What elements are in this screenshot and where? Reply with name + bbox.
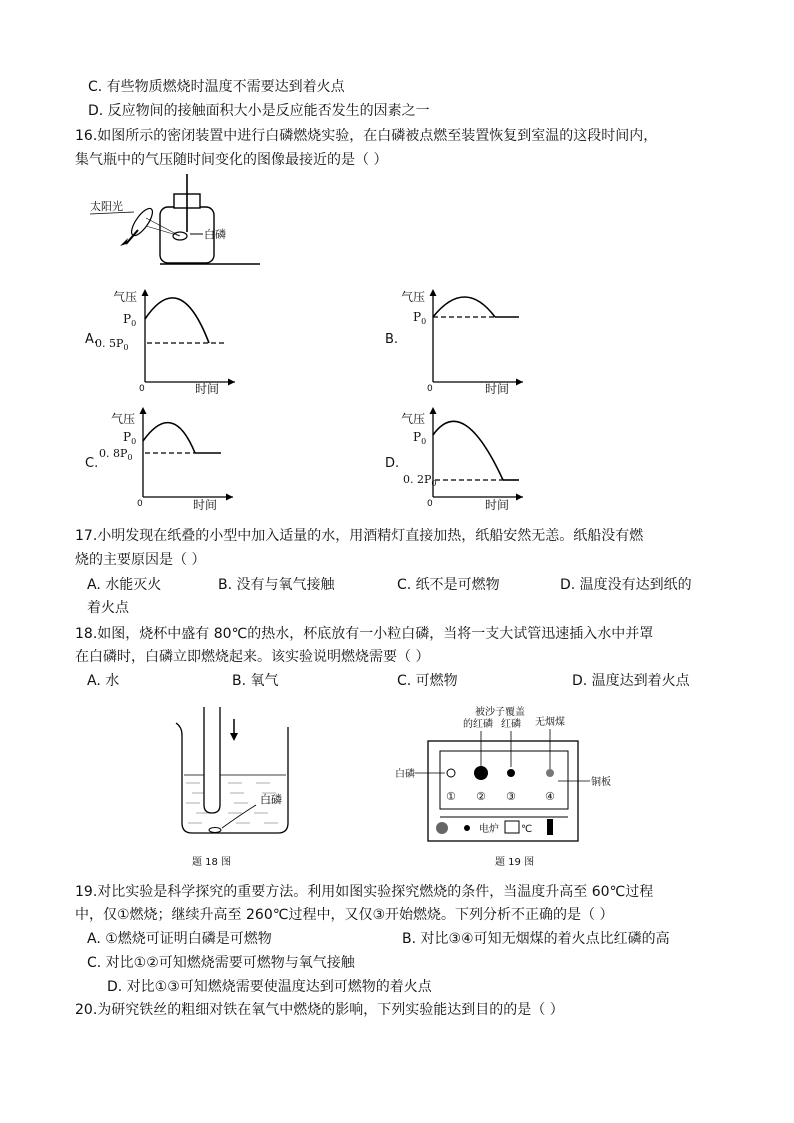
- option-label-d: D.: [385, 456, 400, 471]
- q19-option-c: C. 对比①②可知燃烧需要可燃物与氧气接触: [87, 955, 355, 971]
- q17-stem-line2: 烧的主要原因是（ ）: [75, 552, 206, 568]
- q19-option-b: B. 对比③④可知无烟煤的着火点比红磷的高: [402, 931, 670, 947]
- fig19-copper-label: 铜板: [591, 777, 611, 788]
- svg-text:气压: 气压: [401, 290, 426, 304]
- option-label-c: C.: [85, 456, 99, 471]
- svg-text:0. 8P0: 0. $8P_0$: [99, 447, 133, 462]
- svg-text:0: 0: [427, 384, 433, 394]
- q18-option-a: A. 水: [87, 673, 120, 689]
- svg-text:0. 5P0: 0. $5P_0$: [95, 337, 129, 352]
- q17-option-a: A. 水能灭火: [87, 577, 162, 593]
- figure-18-beaker: [170, 705, 310, 875]
- svg-text:气压: 气压: [401, 412, 426, 426]
- svg-text:时间: 时间: [193, 498, 218, 512]
- white-phosphorus-label: 白磷: [204, 228, 226, 241]
- graph-option-b: [385, 285, 545, 395]
- svg-text:0: 0: [427, 499, 433, 509]
- q18-option-b: B. 氧气: [232, 673, 279, 689]
- q19-stem-line1: 19.对比实验是科学探究的重要方法。利用如图实验探究燃烧的条件，当温度升高至 60℃过程: [75, 884, 654, 900]
- svg-text:②: ②: [476, 790, 486, 803]
- svg-text:P0: $P_0$: [123, 312, 137, 328]
- svg-text:时间: 时间: [485, 382, 510, 396]
- q15-option-c: C. 有些物质燃烧时温度不需要达到着火点: [88, 79, 345, 95]
- option-label-a: A.: [85, 332, 98, 347]
- q18-stem-line2: 在白磷时，白磷立即燃烧起来。该实验说明燃烧需要（ ）: [75, 649, 430, 665]
- graph-option-a: [85, 285, 245, 395]
- svg-text:气压: 气压: [113, 290, 138, 304]
- svg-text:P0: $P_0$: [413, 430, 427, 446]
- q17-option-b: B. 没有与氧气接触: [218, 577, 335, 593]
- fig19-coal-label: 无烟煤: [535, 717, 565, 728]
- svg-text:℃: ℃: [521, 824, 533, 835]
- q18-stem-line1: 18.如图，烧杯中盛有 80℃的热水，杯底放有一小粒白磷，当将一支大试管迅速插入水中并罩: [75, 626, 654, 642]
- q17-stem-line1: 17.小明发现在纸叠的小型中加入适量的水，用酒精灯直接加热，纸船安然无恙。纸船没有燃: [75, 528, 644, 544]
- option-label-b: B.: [385, 332, 399, 347]
- figure-19-copper-plate: [395, 705, 625, 875]
- q16-stem-line2: 集气瓶中的气压随时间变化的图像最接近的是（ ）: [75, 152, 388, 168]
- q15-option-d: D. 反应物间的接触面积大小是反应能否发生的因素之一: [88, 103, 430, 119]
- fig19-white-phosphorus-label: 白磷: [395, 769, 415, 780]
- svg-text:的红磷: 的红磷: [463, 719, 493, 730]
- q16-stem-line1: 16.如图所示的密闭装置中进行白磷燃烧实验，在白磷被点燃至装置恢复到室温的这段时间内，: [75, 128, 658, 144]
- q17-option-d: D. 温度没有达到纸的: [560, 577, 692, 593]
- svg-text:气压: 气压: [111, 412, 136, 426]
- svg-text:P0: $P_0$: [413, 310, 427, 326]
- q19-stem-line2: 中，仅①燃烧；继续升高至 260℃过程中，又仅③开始燃烧。下列分析不正确的是（ ）: [75, 907, 614, 923]
- q18-option-d: D. 温度达到着火点: [572, 673, 690, 689]
- q19-option-a: A. ①燃烧可证明白磷是可燃物: [87, 931, 272, 947]
- svg-text:③: ③: [506, 790, 516, 803]
- svg-text:0. 2P0: 0. $2P_0$: [403, 473, 437, 488]
- svg-text:时间: 时间: [485, 498, 510, 512]
- fig19-red-phosphorus-label: 红磷: [501, 719, 521, 730]
- graph-option-d: [385, 405, 545, 515]
- fig19-stove-label: 电炉: [479, 824, 499, 835]
- q20-stem: 20.为研究铁丝的粗细对铁在氧气中燃烧的影响，下列实验能达到目的的是（ ）: [75, 1002, 564, 1018]
- fig18-phosphorus-label: 白磷: [260, 793, 282, 806]
- q16-apparatus-figure: [90, 172, 270, 272]
- fig19-sand-label: 被沙子覆盖: [475, 707, 525, 718]
- fig19-caption: 题 19 图: [495, 857, 535, 868]
- fig18-caption: 题 18 图: [192, 857, 232, 868]
- svg-text:④: ④: [545, 790, 555, 803]
- graph-option-c: [85, 405, 245, 515]
- sunlight-label: 太阳光: [90, 200, 123, 213]
- q18-option-c: C. 可燃物: [397, 673, 458, 689]
- svg-text:0: 0: [139, 384, 145, 394]
- q17-option-d-cont: 着火点: [87, 600, 129, 616]
- svg-text:P0: $P_0$: [123, 430, 137, 446]
- q17-option-c: C. 纸不是可燃物: [397, 577, 500, 593]
- svg-text:时间: 时间: [195, 382, 220, 396]
- q19-option-d: D. 对比①③可知燃烧需要使温度达到可燃物的着火点: [107, 979, 432, 995]
- svg-text:①: ①: [446, 790, 456, 803]
- svg-text:0: 0: [137, 499, 143, 509]
